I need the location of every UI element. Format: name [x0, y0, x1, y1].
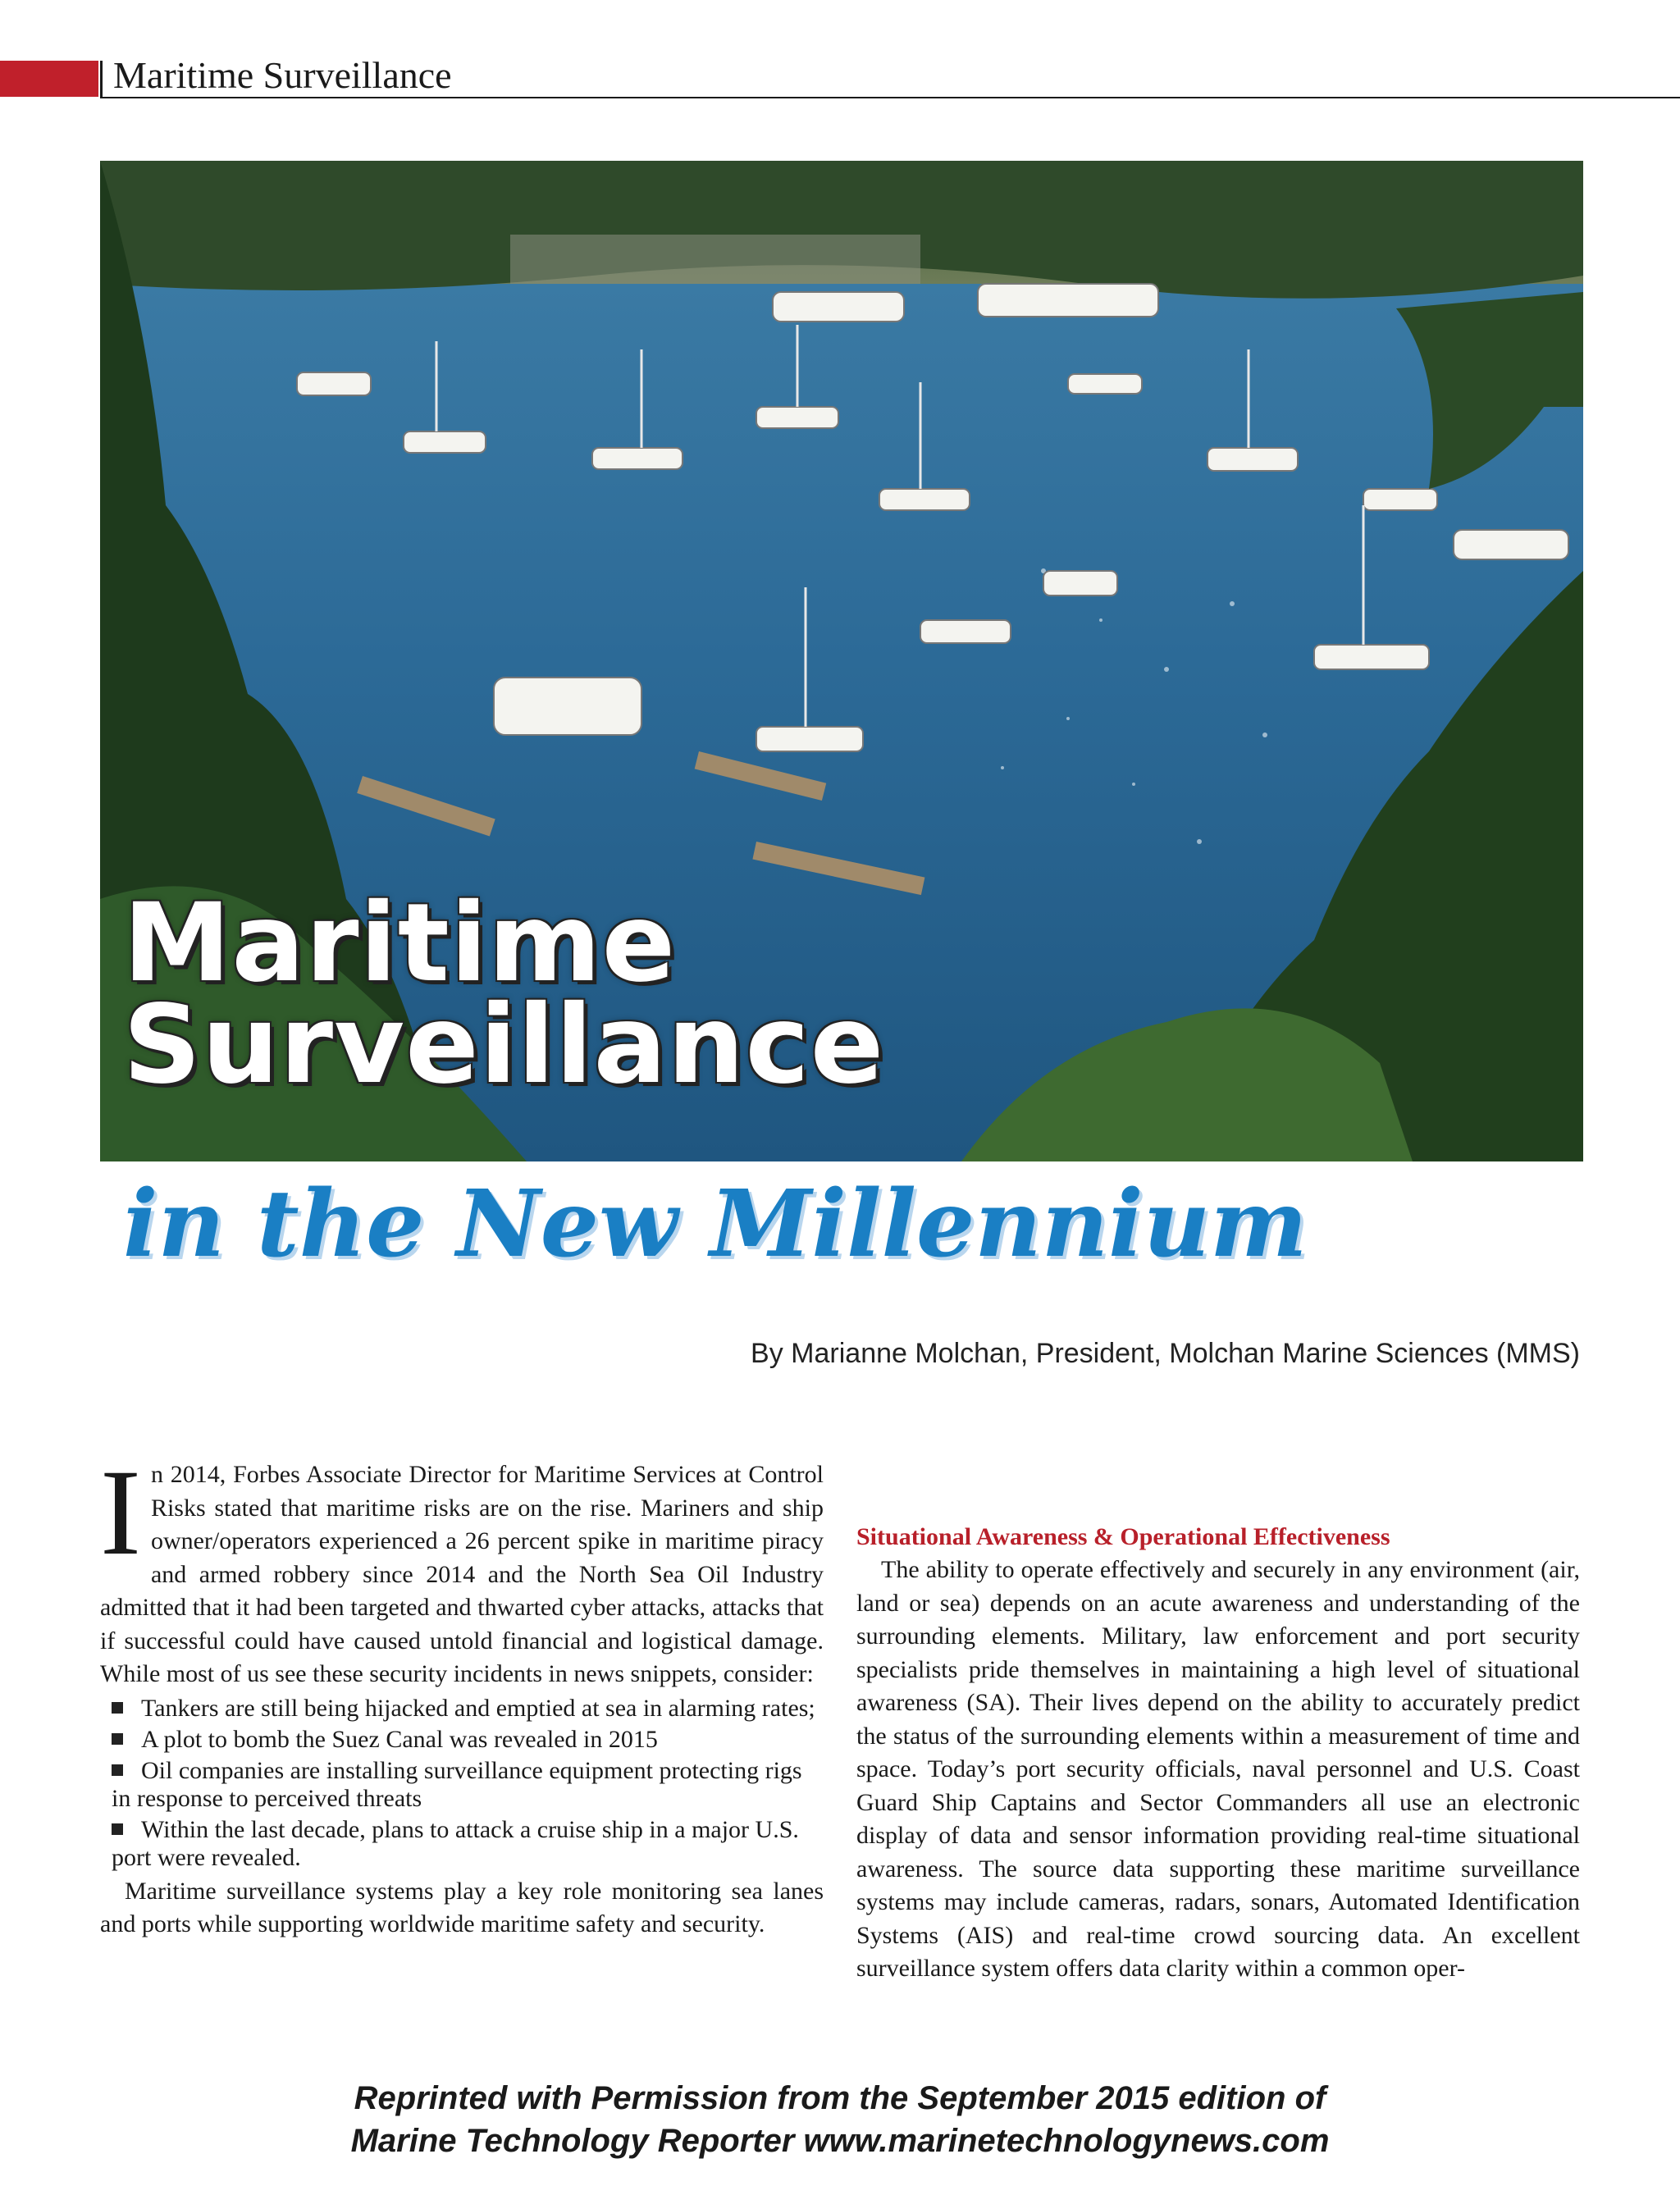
- list-item: Tankers are still being hijacked and emptied at sea in alarming rates;: [112, 1695, 824, 1723]
- section-title: Maritime Surveillance: [113, 54, 452, 96]
- square-bullet-icon: [112, 1702, 123, 1714]
- column-continuation-spacer: [856, 1458, 1580, 1495]
- header-accent-bar: [0, 61, 98, 97]
- article-column-left: [100, 1444, 824, 1942]
- header-rule: [100, 97, 1680, 98]
- drop-cap: I: [100, 1444, 141, 1581]
- article-subtitle: in the New Millennium: [123, 1171, 1308, 1278]
- reprint-line-1: Reprinted with Permission from the September 2015 edition of: [354, 2080, 1326, 2116]
- section-heading: Situational Awareness & Operational Effectiveness: [856, 1523, 1390, 1550]
- reprint-notice: [0, 2077, 1680, 2162]
- square-bullet-icon: [112, 1823, 123, 1835]
- article-title-line-2: Surveillance: [123, 982, 885, 1108]
- reprint-line-2: Marine Technology Reporter www.marinetechnologynews.com: [350, 2123, 1330, 2159]
- bullet-list: [100, 1695, 824, 1872]
- list-item: A plot to bomb the Suez Canal was revealed in 2015: [112, 1726, 824, 1754]
- header-divider: [100, 61, 103, 98]
- article-title: [123, 880, 885, 1108]
- body-paragraph: The ability to operate effectively and securely in any environment (air, land or sea) depends on an acute awareness and understanding of the surrounding elements. Military, law enforcement and port security specialists pride themselves in maintaining a high level of situational awareness (SA). Their lives depend on the ability to accurately predict the status of the surrounding elements within a measurement of time and space. Today’s port security officials, naval personnel and U.S. Coast Guard Ship Captains and Sector Commanders all use an electronic display of data and sensor information providing real-time situational awareness. The source data supporting these maritime surveillance systems may include cameras, radars, sonars, Automated Identification Systems (AIS) and real-time crowd sourcing data. An excellent surveillance system offers data clarity within a common oper-: [856, 1556, 1580, 1982]
- list-item: Within the last decade, plans to attack a cruise ship in a major U.S. port were revealed.: [112, 1815, 799, 1871]
- square-bullet-icon: [112, 1764, 123, 1776]
- byline: By Marianne Molchan, President, Molchan Marine Sciences (MMS): [751, 1338, 1580, 1369]
- list-item: Oil companies are installing surveillance equipment protecting rigs in response to perceived threats: [112, 1756, 802, 1812]
- square-bullet-icon: [112, 1733, 123, 1745]
- body-paragraph: Maritime surveillance systems play a key role monitoring sea lanes and ports while supporting worldwide maritime safety and security.: [100, 1877, 824, 1937]
- article-column-right: [856, 1458, 1580, 1986]
- intro-paragraph: n 2014, Forbes Associate Director for Maritime Services at Control Risks stated that maritime risks are on the rise. Mariners and ship owner/operators experienced a 26 percent spike in maritime piracy and armed robbery since 2014 and the North Sea Oil Industry admitted that it had been targeted and thwarted cyber attacks, attacks that if successful could have caused untold financial and logistical damage. While most of us see these security incidents in news snippets, consider:: [100, 1461, 824, 1687]
- article-title-line-1: Maritime: [123, 880, 677, 1006]
